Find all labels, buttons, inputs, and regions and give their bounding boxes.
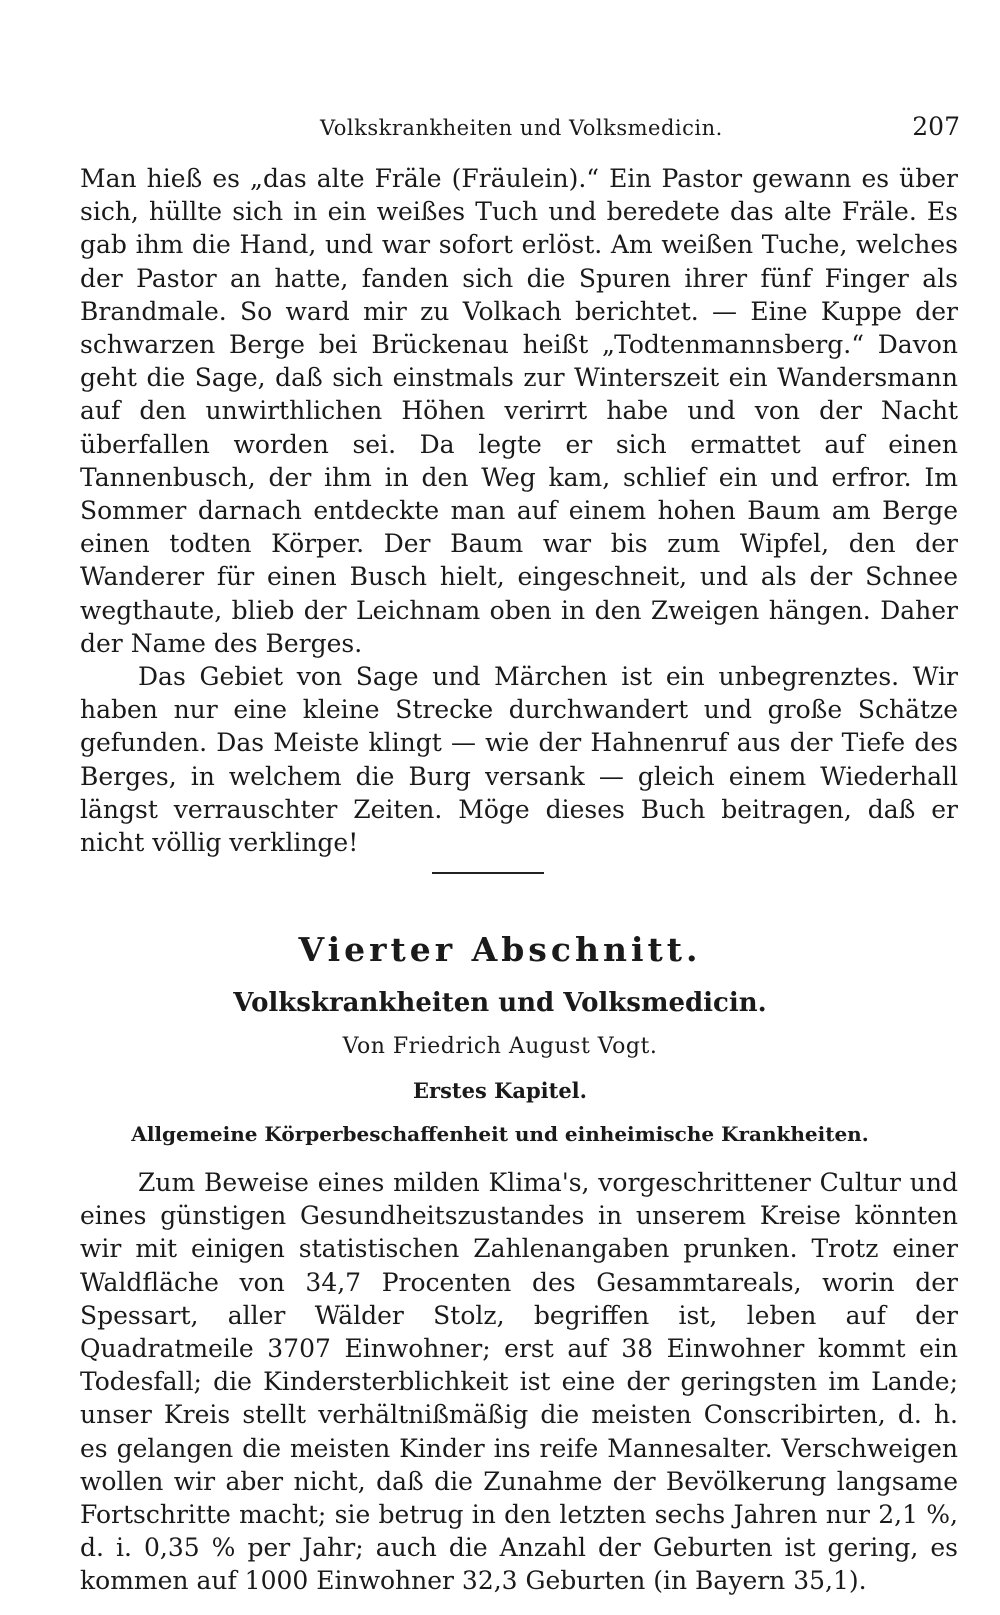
section-divider-rule <box>432 872 544 874</box>
paragraph: Zum Beweise eines milden Klima's, vorgeschrittener Cultur und eines günstigen Gesundheitszustandes in unserem Kreise könnten wir mit einigen statistischen Zahlenangaben prunken. Trotz einer Waldfläche von 34,7 Procenten des Gesammtareals, worin der Spessart, aller Wälder Stolz, begriffen ist, leben auf der Quadratmeile 3707 Einwohner; erst auf 38 Einwohner kommt ein Todesfall; die Kindersterblichkeit ist eine der geringsten im Lande; unser Kreis stellt verhältnißmäßig die meisten Conscribirten, d. h. es gelangen die meisten Kinder ins reife Mannesalter. Verschweigen wollen wir aber nicht, daß die Zunahme der Bevölkerung langsame Fortschritte macht; sie betrug in den letzten sechs Jahren nur 2,1 %, d. i. 0,35 % per Jahr; auch die Anzahl der Geburten ist gering, es kommen auf 1000 Einwohner 32,3 Geburten (in Bayern 35,1). <box>80 1168 958 1596</box>
chapter-heading: Erstes Kapitel. <box>413 1078 587 1103</box>
paragraph: Das Gebiet von Sage und Märchen ist ein unbegrenztes. Wir haben nur eine kleine Strecke durchwandert und große Schätze gefunden. Das Meiste klingt — wie der Hahnenruf aus der Tiefe des Berges, in welchem die Burg versank — gleich einem Wiederhall längst verrauschter Zeiten. Möge dieses Buch beitragen, daß er nicht völlig verklinge! <box>80 662 958 858</box>
running-title: Volkskrankheiten und Volksmedicin. <box>320 116 723 140</box>
paragraph: Man hieß es „das alte Fräle (Fräulein).“ Ein Pastor gewann es über sich, hüllte sich in ein weißes Tuch und beredete das alte Fräle. Es gab ihm die Hand, und war sofort erlöst. Am weißen Tuche, welches der Pastor an hatte, fanden sich die Spuren ihrer fünf Finger als Brandmale. So ward mir zu Volkach berichtet. — Eine Kuppe der schwarzen Berge bei Brückenau heißt „Todtenmannsberg.“ Davon geht die Sage, daß sich einstmals zur Winterszeit ein Wandersmann auf den unwirthlichen Höhen verirrt habe und von der Nacht überfallen worden sei. Da legte er sich ermattet auf einen Tannenbusch, der ihm in den Weg kam, schlief ein und erfror. Im Sommer darnach entdeckte man auf einem hohen Baum am Berge einen todten Körper. Der Baum war bis zum Wipfel, den der Wanderer für einen Busch hielt, eingeschneit, und als der Schnee wegthaute, blieb der Leichnam oben in den Zweigen hängen. Daher der Name des Berges. <box>80 164 958 658</box>
section-heading: Vierter Abschnitt. <box>298 930 702 969</box>
section-author: Von Friedrich August Vogt. <box>342 1034 658 1059</box>
chapter-text <box>80 1166 958 1598</box>
section-subtitle: Volkskrankheiten und Volksmedicin. <box>233 988 767 1018</box>
page-number: 207 <box>912 112 960 141</box>
previous-section-text <box>80 162 958 859</box>
running-head <box>80 112 960 152</box>
chapter-subtitle: Allgemeine Körperbeschaffenheit und einheimische Krankheiten. <box>131 1122 869 1146</box>
